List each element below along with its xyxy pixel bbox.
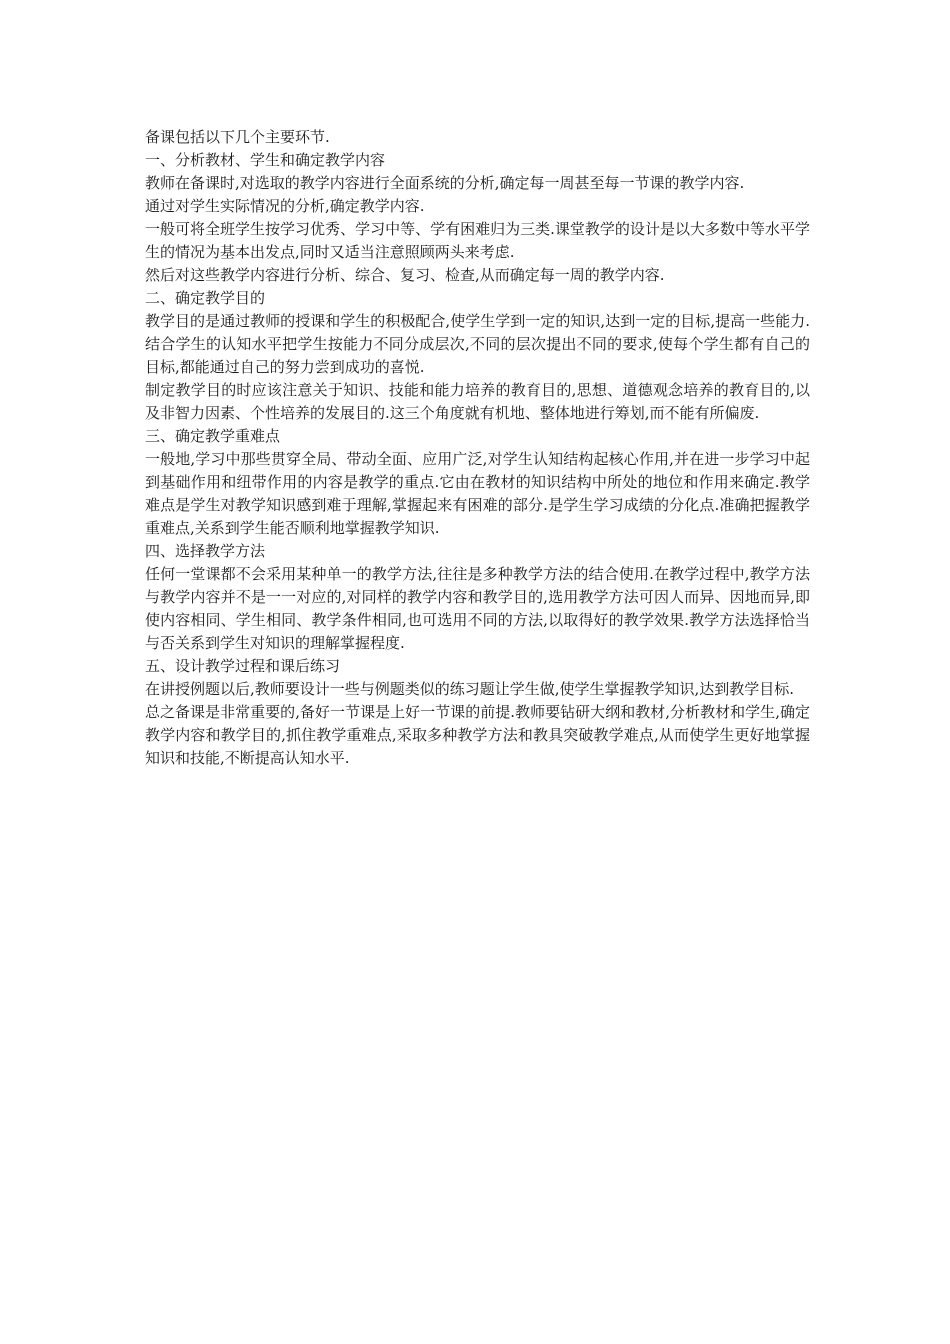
paragraph: 制定教学目的时应该注意关于知识、技能和能力培养的教育目的,思想、道德观念培养的教育目的,以及非智力因素、个性培养的发展目的.这三个角度就有机地、整体地进行筹划,而不能有所偏废. — [145, 381, 810, 422]
paragraph: 通过对学生实际情况的分析,确定教学内容. — [145, 197, 425, 215]
paragraph: 一般可将全班学生按学习优秀、学习中等、学有困难归为三类.课堂教学的设计是以大多数中等水平学生的情况为基本出发点,同时又适当注意照顾两头来考虑. — [145, 220, 810, 261]
section-heading-5: 五、设计教学过程和课后练习 — [145, 657, 341, 675]
intro-paragraph: 备课包括以下几个主要环节. — [145, 128, 330, 146]
paragraph: 教学目的是通过教师的授课和学生的积极配合,使学生学到一定的知识,达到一定的目标,提高一些能力.结合学生的认知水平把学生按能力不同分成层次,不同的层次提出不同的要求,使每个学生都有自己的目标,都能通过自己的努力尝到成功的喜悦. — [145, 312, 810, 376]
section-heading-2: 二、确定教学目的 — [145, 289, 266, 307]
document-body — [145, 126, 810, 770]
section-heading-4: 四、选择教学方法 — [145, 542, 266, 560]
section-heading-1: 一、分析教材、学生和确定教学内容 — [145, 151, 386, 169]
paragraph: 一般地,学习中那些贯穿全局、带动全面、应用广泛,对学生认知结构起核心作用,并在进一步学习中起到基础作用和纽带作用的内容是教学的重点.它由在教材的知识结构中所处的地位和作用来确定.教学难点是学生对教学知识感到难于理解,掌握起来有困难的部分.是学生学习成绩的分化点.准确把握教学重难点,关系到学生能否顺利地掌握教学知识. — [145, 450, 810, 537]
paragraph: 教师在备课时,对选取的教学内容进行全面系统的分析,确定每一周甚至每一节课的教学内容. — [145, 174, 745, 192]
paragraph: 任何一堂课都不会采用某种单一的教学方法,往往是多种教学方法的结合使用.在教学过程中,教学方法与教学内容并不是一一对应的,对同样的教学内容和教学目的,选用教学方法可因人而异、因地而异,即使内容相同、学生相同、教学条件相同,也可选用不同的方法,以取得好的教学效果.教学方法选择恰当与否关系到学生对知识的理解掌握程度. — [145, 565, 810, 652]
conclusion-paragraph: 总之备课是非常重要的,备好一节课是上好一节课的前提.教师要钻研大纲和教材,分析教材和学生,确定教学内容和教学目的,抓住教学重难点,采取多种教学方法和教具突破教学难点,从而使学生更好地掌握知识和技能,不断提高认知水平. — [145, 703, 810, 767]
paragraph: 然后对这些教学内容进行分析、综合、复习、检查,从而确定每一周的教学内容. — [145, 266, 665, 284]
section-heading-3: 三、确定教学重难点 — [145, 427, 281, 445]
paragraph: 在讲授例题以后,教师要设计一些与例题类似的练习题让学生做,使学生掌握教学知识,达到教学目标. — [145, 680, 795, 698]
